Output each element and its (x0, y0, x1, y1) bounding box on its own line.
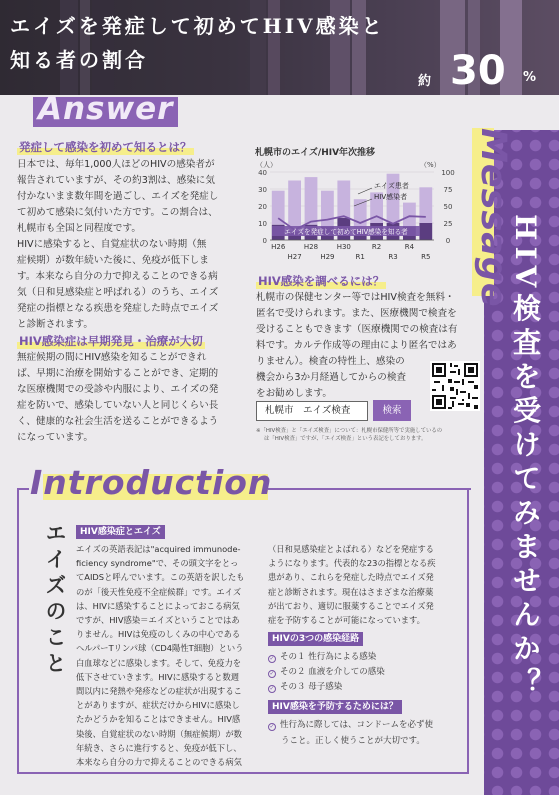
text-line: 匿名で受けられます。また、医療機関で検査を (256, 308, 457, 319)
y-tick-left: 20 (258, 203, 267, 211)
qr-code[interactable] (430, 361, 480, 411)
answer-subheading-3: HIV感染を調べるには？ (258, 274, 385, 288)
text-line: 年続き、さらに進行すると、免疫が低下し、 (76, 742, 242, 753)
intro-frame-edge (268, 488, 471, 490)
header-percent-value: 30 (450, 48, 506, 94)
bar-R5-hiv (419, 187, 432, 223)
header-percent-unit: % (523, 70, 537, 85)
text-line: たかどうかを知ることはできません。HIV感 (76, 714, 241, 725)
answer-subheading-2: HIV感染症は早期発見・治療が大切 (19, 334, 203, 348)
message-text: HIV検査を受けてみませんか？ (509, 214, 542, 702)
text-line: りません。HIVは免疫のしくみの中心である (76, 629, 241, 640)
search-button[interactable]: 検索 (373, 400, 411, 421)
intro-tag-2: HIVの3つの感染経路 (268, 632, 363, 646)
y-unit-left: （人） (256, 161, 277, 169)
header-approx: 約 (418, 74, 432, 89)
text-line: 染後、自覚症状のない時期（無症候期）が数 (76, 728, 242, 739)
y-tick-right: 75 (443, 186, 453, 194)
y-tick-right: 50 (443, 203, 453, 211)
text-line: 間以内に発熱や発疹などの症状が出現するこ (76, 686, 242, 697)
text-line: 白血球などに感染します。そして、免疫力を (76, 657, 242, 668)
text-line: す。本来なら自分の力で抑えることのできる病 (17, 271, 218, 282)
text-line: 症を予防することが可能になっています。 (268, 615, 425, 626)
text-line: ば、早期に治療を開始することができ、定期的 (17, 368, 219, 379)
text-line: 低下させていきます。HIVに感染すると数週 (76, 671, 240, 682)
text-line: りません）。検査の特性上、感染の (256, 356, 405, 367)
text-line: をお勧めします。 (256, 388, 332, 399)
footnote (256, 427, 480, 443)
text-line: 付かないまま数年間を過ごし、エイズを発症し (17, 191, 219, 202)
text-line: ヘルパーTリンパ球（CD4陽性T細胞）という (76, 643, 244, 654)
text-line: く、健康的な社会生活を送ることができるよう (17, 416, 219, 427)
text-line: てAIDSと呼んでいます。この英語を訳したも (76, 572, 245, 583)
x-tick-label: H29 (320, 253, 335, 261)
header-title-line2: 知る者の割合 (10, 48, 148, 72)
prevent-item (268, 717, 433, 749)
check-icon: ✓ (269, 655, 275, 662)
text-line: ようになります。代表的な23の指標となる疾 (268, 558, 436, 569)
bar-H30-hiv (337, 181, 350, 218)
check-icon: ✓ (269, 723, 275, 730)
bar-R4-hiv (403, 203, 416, 227)
text-line: 症候期）が数年続いた後に、免疫が低下しま (17, 255, 209, 266)
text-line: ficiency syndrome"で、その頭文字をとっ (76, 558, 239, 569)
y-tick-left: 0 (262, 237, 267, 245)
x-tick-label: H30 (336, 243, 351, 251)
x-tick-label: R3 (388, 253, 398, 261)
footnote-line: は「HIV検査」ですが、「エイズ検査」という表記をしております。 (264, 436, 427, 442)
y-tick-left: 30 (258, 186, 267, 194)
y-tick-right: 0 (445, 237, 451, 245)
x-tick-label: R1 (355, 253, 365, 261)
text-line: 気（日和見感染症と呼ばれる）のうち、エイズ (17, 287, 219, 298)
intro-heading: Introduction (30, 463, 273, 502)
intro-column-2 (268, 542, 464, 627)
answer-subheading-1: 発症して感染を初めて知るとは？ (19, 140, 192, 154)
text-line: 症と診断されます。現在はさまざまな治療薬 (268, 586, 434, 597)
text-line: 機会から3か月経過してからの検査 (256, 372, 407, 383)
qr-code-pattern (430, 361, 480, 411)
text-line: 無症候期の間にHIV感染を知ることができれ (17, 352, 207, 363)
text-line: ですが、HIV感染＝エイズということではあ (76, 615, 240, 626)
y-unit-right: （%） (420, 161, 441, 169)
x-tick-label: R2 (371, 243, 382, 251)
text-line: 発症の指標となる疾患を発症した時点でエイズ (17, 303, 219, 314)
text-line: エイズの英語表記は"acquired immunode- (76, 544, 241, 554)
header-banner (0, 0, 559, 95)
text-line: になっています。 (17, 432, 93, 443)
bar-H28-hiv (305, 177, 318, 225)
x-tick-label: R5 (421, 253, 431, 261)
trend-chart (248, 158, 470, 266)
intro-frame-edge (17, 488, 29, 490)
footnote-line: ※「HIV検査」と「エイズ検査」について：札幌市保健所等で実施しているの (256, 428, 443, 434)
text-line: とがありますが、症状だけからHIVに感染し (76, 700, 240, 711)
intro-column-1 (76, 542, 256, 769)
x-tick-label: H28 (303, 243, 319, 251)
intro-tag-3: HIV感染を予防するためには？ (268, 700, 402, 714)
y-tick-right: 25 (443, 220, 453, 228)
text-line: 本来なら自分の力で抑えることのできる病気 (76, 757, 242, 768)
line-label: エイズを発症して初めてHIV感染を知る者 (284, 228, 408, 236)
prevent-line: うこと。正しく使うことが大切です。 (281, 736, 425, 746)
route-label: その３ 母子感染 (280, 682, 343, 692)
text-line: 札幌市も全国と同程度です。 (17, 223, 141, 234)
check-icon: ✓ (269, 670, 275, 677)
text-line: と診断されます。 (17, 319, 93, 330)
text-line: 症を防いで、感染していない人と同じくらい長 (17, 400, 219, 411)
text-line: は、HIVに感染することによっておこる病気 (76, 600, 240, 611)
text-line: が出ており、適切に服薬することでエイズ発 (268, 600, 434, 611)
x-tick-label: H27 (287, 253, 302, 261)
route-label: その１ 性行為による感染 (280, 652, 377, 662)
prevent-line: 性行為に際しては、コンドームを必ず使 (280, 720, 434, 730)
text-line: 札幌市の保健センター等ではHIV検査を無料・ (256, 292, 455, 303)
check-icon: ✓ (269, 685, 275, 692)
text-line: 患があり、これらを発症した時点でエイズ発 (268, 572, 434, 583)
header-title-line1: エイズを発症して初めてHIV感染と (10, 14, 385, 38)
text-line: 料です。カルテ作成等の理由により匿名ではあ (256, 340, 457, 351)
x-tick-label: H26 (271, 243, 286, 251)
bar-H27-hiv (288, 181, 301, 232)
y-tick-right: 100 (441, 169, 455, 177)
x-tick-label: R4 (404, 243, 415, 251)
message-heading: Message (473, 128, 513, 308)
bar-R5-aids (419, 223, 432, 240)
text-line: 日本では、毎年1,000人ほどのHIVの感染者が (17, 159, 215, 170)
text-line: HIVに感染すると、自覚症状のない時期（無 (17, 239, 207, 250)
text-line: て初めて感染に気付いた方です。この割合は、 (17, 207, 218, 218)
route-item (268, 650, 376, 663)
legend-aids: エイズ患者 (374, 182, 409, 190)
chart-title: 札幌市のエイズ/HIV年次推移 (255, 148, 376, 158)
y-tick-left: 40 (258, 169, 267, 177)
answer-paragraph-1 (17, 157, 245, 333)
intro-tag-1: HIV感染症とエイズ (76, 525, 165, 539)
answer-paragraph-3 (17, 350, 245, 446)
intro-vertical-title: エイズのこと (43, 522, 68, 678)
bar-H26-hiv (272, 191, 285, 225)
route-label: その２ 血液を介しての感染 (280, 667, 385, 677)
text-line: 報告されていますが、その約3割は、感染に気 (17, 175, 215, 186)
text-line: 受けることもできます（医療機関での検査は有 (256, 324, 458, 335)
y-tick-left: 10 (258, 220, 267, 228)
answer-heading: Answer (38, 91, 174, 127)
route-item (268, 680, 342, 693)
text-line: な医療機関での受診や内服により、エイズの発 (17, 384, 219, 395)
text-line: （日和見感染症とよばれる）などを発症する (268, 544, 434, 554)
legend-hiv: HIV感染者 (374, 193, 408, 201)
search-input[interactable]: 札幌市 エイズ検査 (256, 401, 368, 421)
route-item (268, 665, 385, 678)
text-line: のが「後天性免疫不全症候群」です。エイズ (76, 586, 242, 597)
